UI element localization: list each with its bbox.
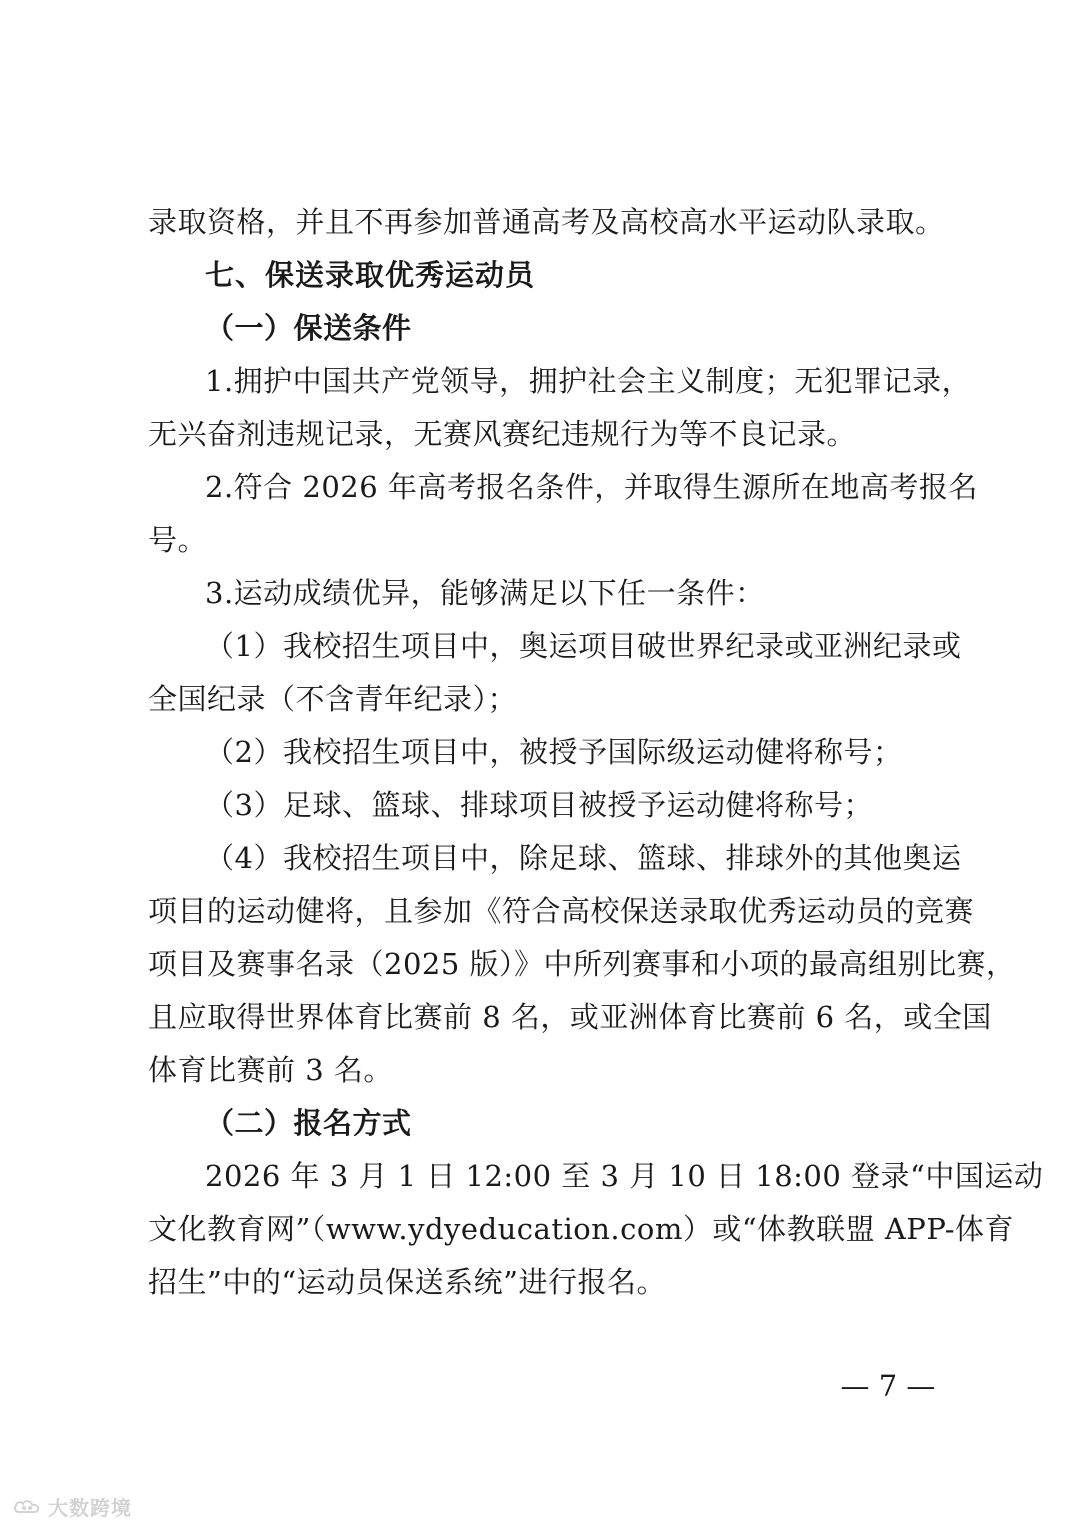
paragraph-line: 3.运动成绩优异，能够满足以下任一条件： [205, 576, 765, 610]
page-number: — 7 — [840, 1369, 936, 1403]
paragraph-line: 2026 年 3 月 1 日 12:00 至 3 月 10 日 18:00 登录“中国运动 [205, 1159, 1044, 1193]
paragraph-line: 2.符合 2026 年高考报名条件，并取得生源所在地高考报名 [205, 470, 978, 504]
paragraph-line: 体育比赛前 3 名。 [148, 1053, 393, 1087]
paragraph-line: （1）我校招生项目中，奥运项目破世界纪录或亚洲纪录或 [205, 629, 962, 663]
watermark [12, 1492, 132, 1520]
watermark-text: 大数跨境 [48, 1495, 132, 1520]
subsection-heading: （一）保送条件 [205, 311, 412, 345]
paragraph-line: 全国纪录（不含青年纪录）； [148, 682, 518, 716]
paragraph-line: 号。 [148, 523, 208, 557]
section-heading: 七、保送录取优秀运动员 [205, 258, 536, 292]
paragraph-line: 项目及赛事名录（2025 版）》中所列赛事和小项的最高组别比赛， [148, 947, 1016, 981]
cloud-logo-icon [12, 1495, 42, 1517]
paragraph-line: （3）足球、篮球、排球项目被授予运动健将称号； [205, 788, 873, 822]
paragraph-line: 招生”中的“运动员保送系统”进行报名。 [148, 1265, 666, 1299]
paragraph-line: 且应取得世界体育比赛前 8 名，或亚洲体育比赛前 6 名，或全国 [148, 1000, 992, 1034]
paragraph-line: 文化教育网”（www.ydyeducation.com）或“体教联盟 APP-体育 [148, 1212, 1015, 1246]
paragraph-line: 录取资格，并且不再参加普通高考及高校高水平运动队录取。 [148, 205, 945, 239]
paragraph-line: （4）我校招生项目中，除足球、篮球、排球外的其他奥运 [205, 841, 962, 875]
paragraph-line: 无兴奋剂违规记录，无赛风赛纪违规行为等不良记录。 [148, 417, 857, 451]
subsection-heading: （二）报名方式 [205, 1106, 412, 1140]
paragraph-line: 1.拥护中国共产党领导，拥护社会主义制度；无犯罪记录， [205, 364, 972, 398]
paragraph-line: 项目的运动健将，且参加《符合高校保送录取优秀运动员的竞赛 [148, 894, 975, 928]
paragraph-line: （2）我校招生项目中，被授予国际级运动健将称号； [205, 735, 903, 769]
